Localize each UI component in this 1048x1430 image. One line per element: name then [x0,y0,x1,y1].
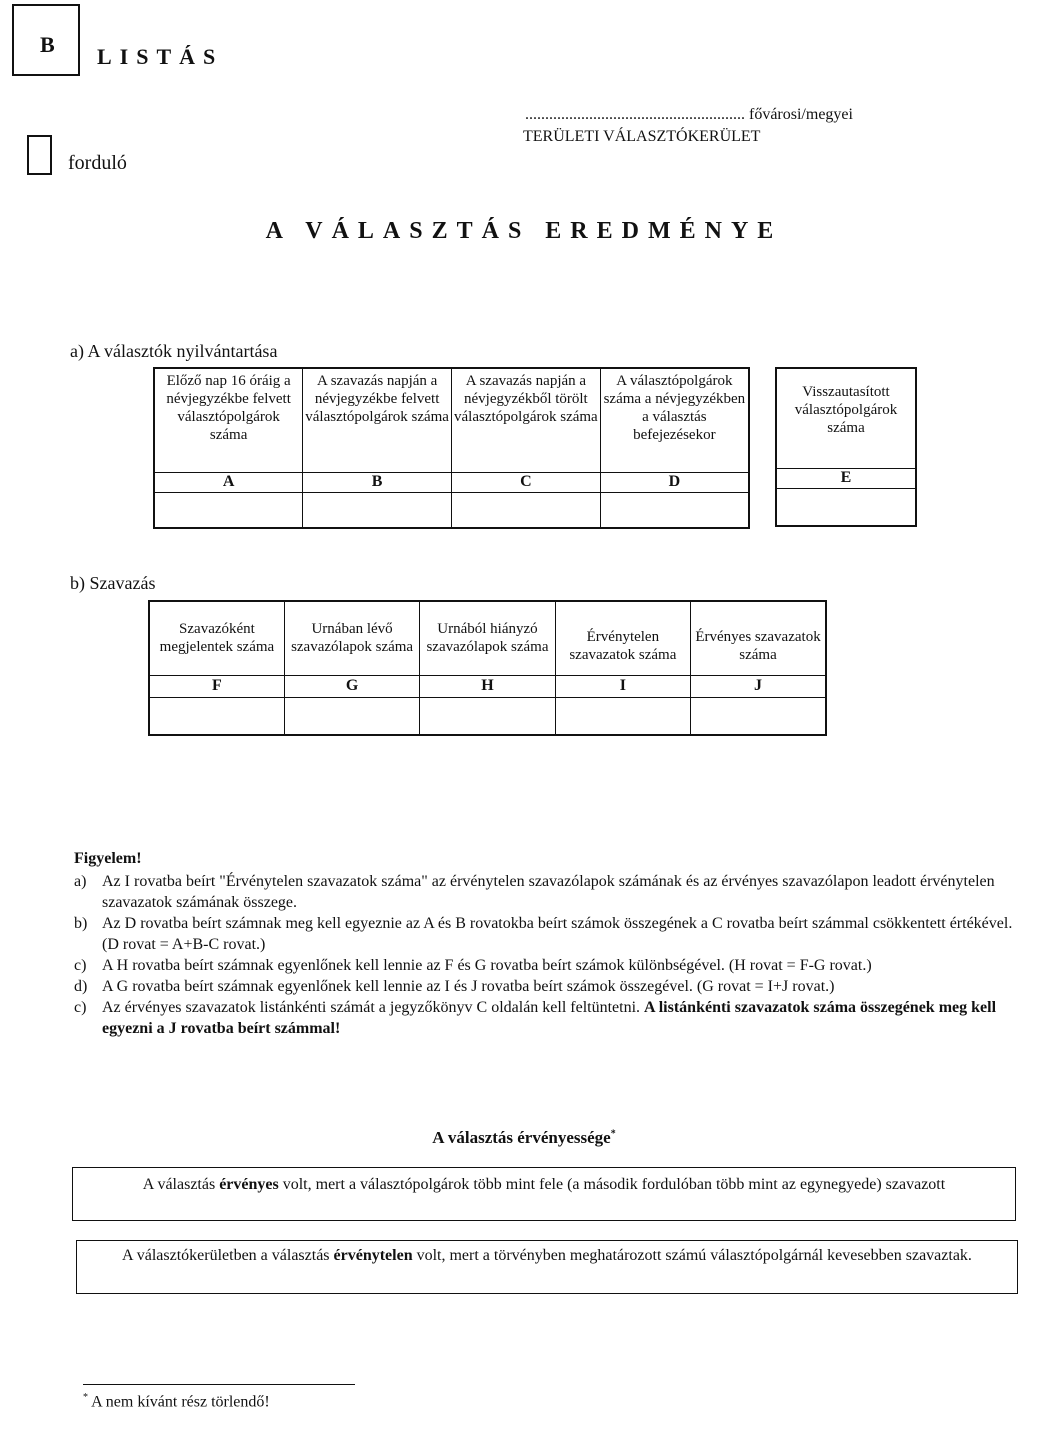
warning-item-bold-text: A listánkénti szavazatok száma összegének meg kell egyezni a J rovatba beírt számmal! [102,999,997,1037]
col-i-value-field[interactable] [555,697,690,735]
col-a-header: Előző nap 16 óráig a névjegyzékbe felvett választópolgárok száma [154,368,303,472]
warning-item [74,997,1014,1039]
warning-heading: Figyelem! [74,850,142,867]
col-i-header: Érvénytelen szavazatok száma [555,601,690,675]
col-g-value-field[interactable] [284,697,419,735]
col-i-letter: I [555,675,690,697]
col-b-header: A szavazás napján a névjegyzékbe felvett választópolgárok száma [303,368,452,472]
warning-item-text: Az D rovatba beírt számnak meg kell egyeznie az A és B rovatokba beírt számok összegének a C rovatba beírt számmal csökkentett értékével. (D rovat = A+B-C rovat.) [102,915,1013,953]
col-b-letter: B [303,472,452,492]
col-d-letter: D [600,472,749,492]
col-c-header: A szavazás napján a névjegyzékből törölt választópolgárok száma [452,368,601,472]
valid-bold: érvényes [219,1176,279,1193]
warning-item-text: Az I rovatba beírt "Érvénytelen szavazatok száma" az érvénytelen szavazólapok számának és az érvényes szavazólapon leadott érvénytelen szavazatok számának összege. [102,873,995,911]
invalid-statement-box[interactable] [76,1240,1018,1294]
warning-item [74,913,1014,955]
section-a-label: a) A választók nyilvántartása [70,341,278,361]
invalid-post: volt, mert a törvényben meghatározott számú választópolgárnál kevesebben szavaztak. [412,1247,972,1264]
listas-heading: LISTÁS [97,44,224,69]
col-e-value-field[interactable] [776,488,916,526]
validity-title [0,1128,1048,1148]
box-letter: B [40,32,55,57]
footnote-text: A nem kívánt rész törlendő! [88,1393,270,1411]
district-fill-line[interactable]: ....................................................... fővárosi/megyei [525,106,853,123]
col-d-header: A választópolgárok száma a névjegyzékben a választás befejezésekor [600,368,749,472]
warning-item-text: A H rovatba beírt számnak egyenlőnek kell lennie az F és G rovatba beírt számok különbségével. (H rovat = F-G rovat.) [102,957,872,974]
rejected-table [775,367,917,527]
col-g-header: Urnában lévő szavazólapok száma [284,601,419,675]
section-b-label: b) Szavazás [70,573,156,593]
warning-item [74,955,1014,976]
invalid-bold: érvénytelen [333,1247,413,1264]
valid-statement-box[interactable] [72,1167,1016,1221]
warning-item-letter: c) [74,957,87,974]
col-a-value-field[interactable] [154,492,303,528]
warning-item-letter: d) [74,978,88,995]
col-c-value-field[interactable] [452,492,601,528]
validity-title-text: A választás érvényessége [432,1128,611,1147]
col-e-header: Visszautasított választópolgárok száma [776,368,916,468]
page-title: A VÁLASZTÁS EREDMÉNYE [265,218,783,244]
round-label: forduló [68,152,127,174]
col-j-header: Érvényes szavazatok száma [691,601,826,675]
warning-item-text: A G rovatba beírt számnak egyenlőnek kell lennie az I és J rovatba beírt számok összegével. (G rovat = I+J rovat.) [102,978,835,995]
col-f-value-field[interactable] [149,697,284,735]
col-j-value-field[interactable] [691,697,826,735]
col-c-letter: C [452,472,601,492]
round-b-box [12,4,80,76]
footnote [83,1392,270,1411]
round-number-field[interactable] [27,135,52,175]
warning-item-letter: a) [74,873,87,890]
col-g-letter: G [284,675,419,697]
warning-item-text: Az érvényes szavazatok listánkénti számát a jegyzőkönyv C oldalán kell feltüntetni. [102,999,641,1016]
warning-item [74,871,1014,913]
invalid-pre: A választókerületben a választás [122,1247,334,1264]
col-f-header: Szavazóként megjelentek száma [149,601,284,675]
footnote-mark: * [610,1128,616,1140]
col-f-letter: F [149,675,284,697]
col-h-header: Urnából hiányzó szavazólapok száma [420,601,555,675]
registry-table [153,367,750,529]
col-e-letter: E [776,468,916,488]
footnote-divider [83,1384,355,1385]
col-h-letter: H [420,675,555,697]
voting-table [148,600,827,736]
col-j-letter: J [691,675,826,697]
col-b-value-field[interactable] [303,492,452,528]
valid-pre: A választás [142,1176,220,1193]
warning-item-letter: c) [74,999,87,1016]
warning-item-letter: b) [74,915,88,932]
col-a-letter: A [154,472,303,492]
col-h-value-field[interactable] [420,697,555,735]
warning-block [74,848,1014,1039]
district-label: TERÜLETI VÁLASZTÓKERÜLET [523,128,761,145]
valid-post: volt, mert a választópolgárok több mint fele (a második fordulóban több mint az egynegyede) szavazott [278,1176,946,1193]
warning-item [74,976,1014,997]
footnote-mark: * [83,1392,88,1403]
col-d-value-field[interactable] [600,492,749,528]
